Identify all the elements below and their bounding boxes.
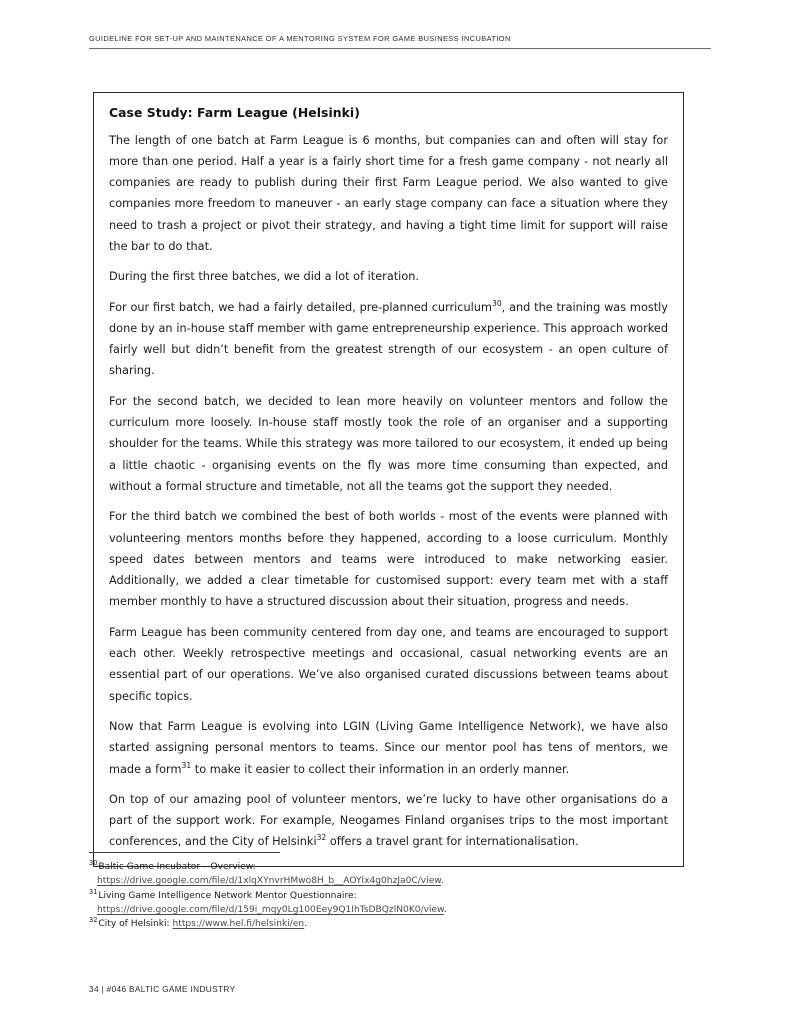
footnote-reference-30[interactable]: 30	[491, 298, 502, 308]
case-study-paragraph: For the third batch we combined the best of both worlds - most of the events were planned with volunteering mentors months before they happened, according to a loose curriculum. Monthly speed dates between mentors and teams were introduced to make networking easier. Additionally, we added a clear timetable for customised support: every team met with a staff member monthly to have a structured discussion about their situation, progress and needs.	[109, 510, 668, 609]
case-study-box	[93, 92, 684, 867]
footnote-reference-32[interactable]: 32	[316, 833, 327, 843]
case-study-paragraph: During the first three batches, we did a lot of iteration.	[109, 270, 419, 284]
paragraph-text-lead: For our first batch, we had a fairly detailed, pre-planned curriculum	[109, 300, 492, 314]
footnote-link[interactable]: https://drive.google.com/file/d/1xlqXYnvrHMwo8H_b__AOYlx4g0hzJa0C/view	[97, 876, 441, 887]
footnote-link[interactable]: https://www.hel.fi/helsinki/en	[172, 919, 305, 930]
footnote-url-line	[89, 903, 689, 917]
paragraph-text-lead: Now that Farm League is evolving into LGIN (Living Game Intelligence Network), we have also started assigning personal mentors to teams. Since our mentor pool has tens of mentors, we made a form	[109, 719, 668, 776]
footnote-url-line	[89, 874, 689, 888]
paragraph-text-lead: On top of our amazing pool of volunteer mentors, we’re lucky to have other organisations do a part of the support work. For example, Neogames Finland organises trips to the most important conferences, and the City of Helsinki	[109, 792, 668, 849]
footnote-item	[89, 889, 689, 903]
page-footer: 34 | #046 BALTIC GAME INDUSTRY	[89, 984, 236, 994]
case-study-paragraph: Farm League has been community centered from day one, and teams are encouraged to support each other. Weekly retrospective meetings and occasional, casual networking events are an essential part of our operations. We’ve also organised curated discussions between teams about specific topics.	[109, 625, 668, 703]
running-header-title: GUIDELINE FOR SET-UP AND MAINTENANCE OF A MENTORING SYSTEM FOR GAME BUSINESS INCUBATION	[89, 34, 511, 43]
footnote-text: Living Game Intelligence Network Mentor Questionnaire:	[98, 890, 357, 901]
paragraph-text-tail: to make it easier to collect their information in an orderly manner.	[191, 762, 570, 776]
footnote-separator-rule	[89, 852, 280, 853]
footnote-text: City of Helsinki:	[98, 919, 170, 930]
footnote-url-suffix: .	[304, 919, 308, 930]
header-divider-rule	[89, 48, 711, 49]
paragraph-text-tail: offers a travel grant for internationalisation.	[326, 835, 579, 849]
footnote-number: 32	[89, 916, 98, 925]
footnote-number: 30	[89, 858, 98, 867]
case-study-paragraph-first-batch	[109, 297, 668, 382]
footnotes-section	[89, 852, 689, 931]
paragraph-text-tail: , and the training was mostly done by an in-house staff member with game entrepreneurship experience. This approach worked fairly well but didn’t benefit from the greatest strength of our ecosystem - an open culture of sharing.	[109, 300, 668, 378]
case-study-paragraph-partners	[109, 789, 668, 853]
footnote-link[interactable]: https://drive.google.com/file/d/159i_mqy0Lg100Eey9Q1IhTsDBQzlN0K0/view	[97, 904, 444, 915]
running-header	[89, 34, 711, 49]
footnote-url-suffix: .	[443, 904, 447, 915]
footnote-item	[89, 917, 689, 931]
case-study-paragraph: For the second batch, we decided to lean more heavily on volunteer mentors and follow the curriculum more loosely. In-house staff mostly took the role of an organiser and a supporting shoulder for the teams. While this strategy was more tailored to our ecosystem, it ended up being a little chaotic - organising events on the fly was more time consuming than expected, and without a formal structure and timetable, not all the teams got the support they needed.	[109, 394, 668, 493]
footnote-reference-31[interactable]: 31	[181, 760, 192, 770]
case-study-paragraph-lgin	[109, 716, 668, 780]
footnote-number: 31	[89, 887, 98, 896]
case-study-title: Case Study: Farm League (Helsinki)	[109, 105, 360, 120]
footnote-item	[89, 860, 689, 874]
footnote-text: Baltic Game Incubator – Overview:	[98, 862, 256, 872]
case-study-paragraph: The length of one batch at Farm League is 6 months, but companies can and often will stay for more than one period. Half a year is a fairly short time for a fresh game company - not nearly all companies are ready to publish during their first Farm League period. We also wanted to give companies more freedom to maneuver - an early stage company can face a situation where they need to trash a project or pivot their strategy, and having a tight time limit for support will raise the bar to do that.	[109, 133, 668, 253]
footnote-url-suffix: .	[440, 876, 444, 887]
